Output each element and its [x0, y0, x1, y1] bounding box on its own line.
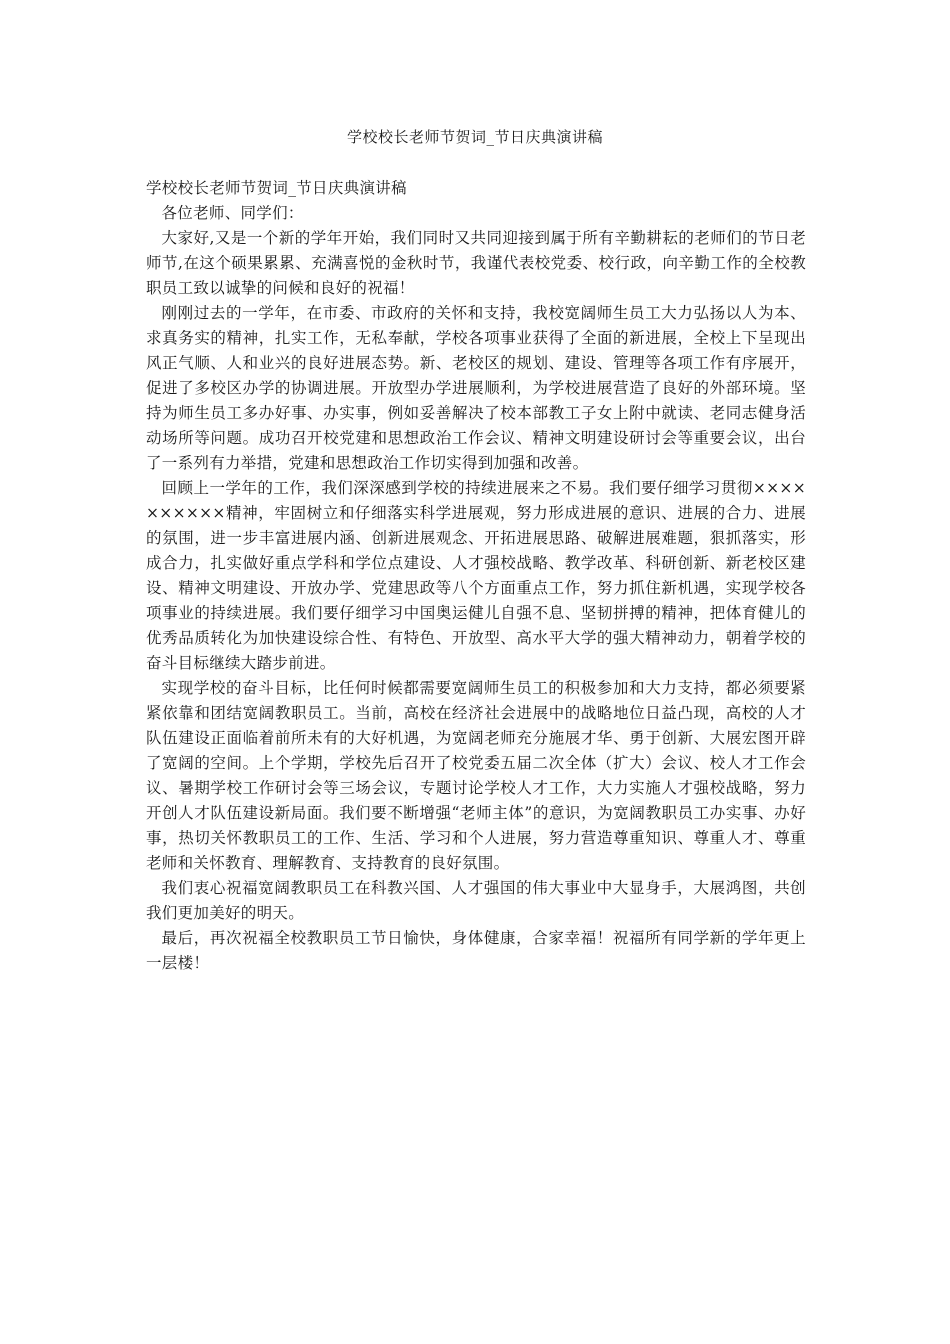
paragraph-4: 实现学校的奋斗目标，比任何时候都需要宽阔师生员工的积极参加和大力支持，都必须要紧紧依靠和团结宽阔教职员工。当前，高校在经济社会进展中的战略地位日益凸现，高校的人才队伍建设正面临着前所未有的大好机遇，为宽阔老师充分施展才华、勇于创新、大展宏图开辟了宽阔的空间。上个学期，学校先后召开了校党委五届二次全体（扩大）会议、校人才工作会议、暑期学校工作研讨会等三场会议，专题讨论学校人才工作，大力实施人才强校战略，努力开创人才队伍建设新局面。我们要不断增强“老师主体”的意识，为宽阔教职员工办实事、办好事，热切关怀教职员工的工作、生活、学习和个人进展，努力营造尊重知识、尊重人才、尊重老师和关怀教育、理解教育、支持教育的良好氛围。	[146, 679, 806, 872]
paragraph-6: 最后，再次祝福全校教职员工节日愉快，身体健康，合家幸福！祝福所有同学新的学年更上一层楼！	[146, 929, 806, 972]
greeting-line: 各位老师、同学们：	[161, 204, 304, 222]
paragraph-1: 大家好,又是一个新的学年开始，我们同时又共同迎接到属于所有辛勤耕耘的老师们的节日老师节,在这个硕果累累、充满喜悦的金秋时节，我谨代表校党委、校行政，向辛勤工作的全校教职员工致以诚挚的问候和良好的祝福！	[146, 229, 806, 297]
article-heading: 学校校长老师节贺词_节日庆典演讲稿	[146, 179, 407, 197]
document-body	[146, 176, 806, 976]
document-title: 学校校长老师节贺词_节日庆典演讲稿	[346, 128, 603, 146]
paragraph-3: 回顾上一学年的工作，我们深深感到学校的持续进展来之不易。我们要仔细学习贯彻××××××××××精神，牢固树立和仔细落实科学进展观，努力形成进展的意识、进展的合力、进展的氛围，进一步丰富进展内涵、创新进展观念、开拓进展思路、破解进展难题，狠抓落实，形成合力，扎实做好重点学科和学位点建设、人才强校战略、教学改革、科研创新、新老校区建设、精神文明建设、开放办学、党建思政等八个方面重点工作，努力抓住新机遇，实现学校各项事业的持续进展。我们要仔细学习中国奥运健儿自强不息、坚韧拼搏的精神，把体育健儿的优秀品质转化为加快建设综合性、有特色、开放型、高水平大学的强大精神动力，朝着学校的奋斗目标继续大踏步前进。	[146, 479, 806, 672]
paragraph-2: 刚刚过去的一学年，在市委、市政府的关怀和支持，我校宽阔师生员工大力弘扬以人为本、求真务实的精神，扎实工作，无私奉献，学校各项事业获得了全面的新进展，全校上下呈现出风正气顺、人和业兴的良好进展态势。新、老校区的规划、建设、管理等各项工作有序展开，促进了多校区办学的协调进展。开放型办学进展顺利，为学校进展营造了良好的外部环境。坚持为师生员工多办好事、办实事，例如妥善解决了校本部教工子女上附中就读、老同志健身活动场所等问题。成功召开校党建和思想政治工作会议、精神文明建设研讨会等重要会议，出台了一系列有力举措，党建和思想政治工作切实得到加强和改善。	[146, 304, 806, 472]
paragraph-5: 我们衷心祝福宽阔教职员工在科教兴国、人才强国的伟大事业中大显身手，大展鸿图，共创我们更加美好的明天。	[146, 879, 806, 922]
